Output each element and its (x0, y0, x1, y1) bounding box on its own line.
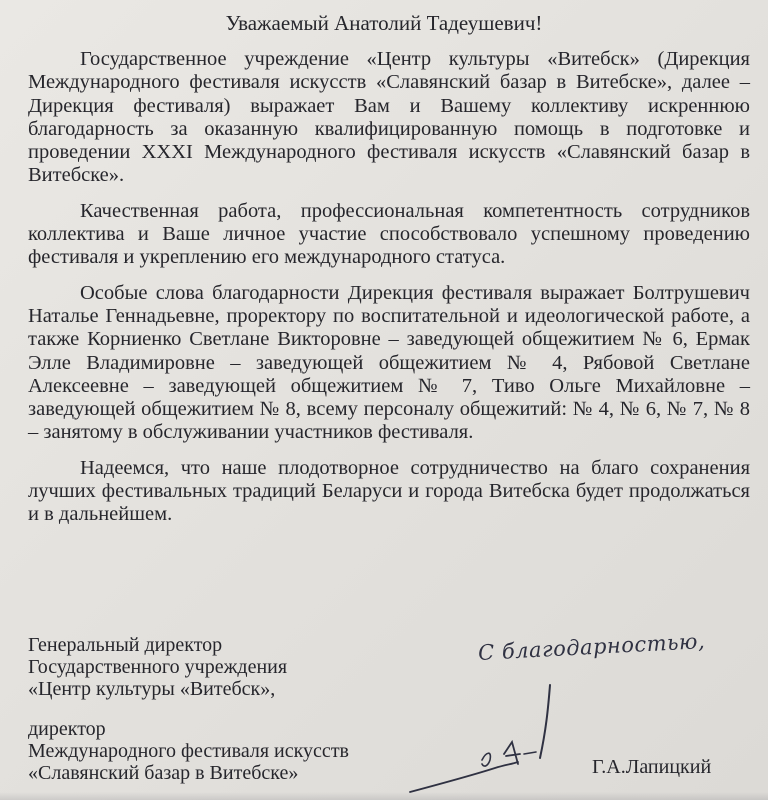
signatory-title-line: Государственного учреждения (28, 656, 288, 678)
page-bottom-edge (0, 792, 768, 800)
signatory-title-line: Генеральный директор (28, 634, 223, 656)
signatory-title-line: «Славянский базар в Витебске» (28, 762, 299, 784)
signatory-title-line: «Центр культуры «Витебск», (28, 678, 276, 700)
signatory-title-line: Международного фестиваля искусств (28, 740, 349, 762)
letter-body (28, 48, 750, 539)
salutation: Уважаемый Анатолий Тадеушевич! (225, 11, 543, 35)
handwritten-signature (400, 680, 600, 800)
signatory-title (28, 634, 349, 784)
paragraph-4: Надеемся, что наше плодотворное сотрудничество на благо сохранения лучших фестивальных традиций Беларуси и города Витебска будет продолжаться и в дальнейшем. (28, 456, 750, 526)
signatory-title-line: директор (28, 718, 106, 740)
paragraph-1: Государственное учреждение «Центр культуры «Витебск» (Дирекция Международного фестиваля искусств «Славянский базар в Витебске», далее – Дирекция фестиваля) выражает Вам и Вашему коллективу искреннюю благодарность за оказанную квалифицированную помощь в подготовке и проведении XXXI Международного фестиваля искусств «Славянский базар в Витебске». (28, 48, 750, 187)
paragraph-3: Особые слова благодарности Дирекция фестиваля выражает Болтрушевич Наталье Геннадьевне, проректору по воспитательной и идеологической работе, а также Корниенко Светлане Викторовне – заведующей общежитием № 6, Ермак Элле Владимировне – заведующей общежитием № 4, Рябовой Светлане Алексеевне – заведующей общежитием № 7, Тиво Ольге Михайловне – заведующей общежитием № 8, всему персоналу общежитий: № 4, № 6, № 7, № 8 – занятому в обслуживании участников фестиваля. (28, 281, 750, 444)
handwritten-note: С благодарностью, (477, 629, 706, 665)
signatory-name: Г.А.Лапицкий (592, 756, 712, 778)
paragraph-2: Качественная работа, профессиональная компетентность сотрудников коллектива и Ваше личное участие способствовало успешному проведению фестиваля и укреплению его международного статуса. (28, 199, 750, 269)
